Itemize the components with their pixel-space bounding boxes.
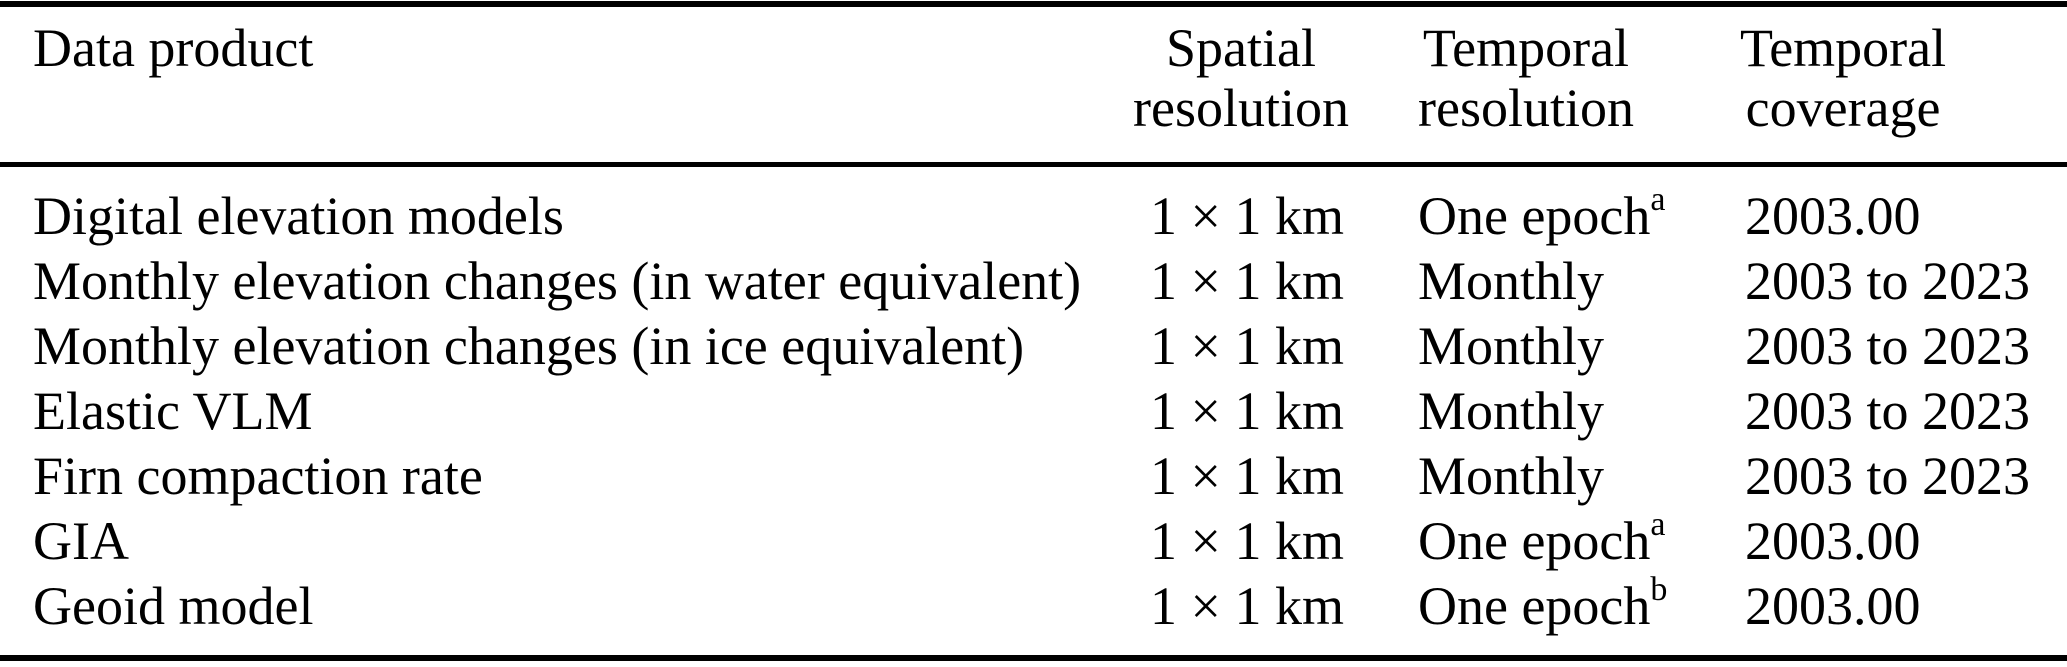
table-row: [0, 181, 2067, 249]
cell-temporal-resolution: [1418, 506, 1666, 574]
temporal-resolution-text: One epoch: [1418, 576, 1651, 636]
cell-data-product: Geoid model: [33, 576, 314, 636]
table-row: [0, 249, 2067, 314]
table-row: [0, 506, 2067, 574]
cell-spatial-resolution: 1 × 1 km: [1150, 511, 1344, 571]
footnote-marker: a: [1650, 181, 1666, 218]
table-row: [0, 379, 2067, 444]
cell-data-product: Elastic VLM: [33, 381, 313, 441]
header-temporal-resolution-line2: resolution: [1418, 78, 1634, 138]
table-row: [0, 444, 2067, 509]
cell-temporal-resolution: [1418, 444, 1604, 509]
temporal-resolution-text: Monthly: [1418, 446, 1605, 506]
header-temporal-resolution: [1418, 18, 1634, 138]
table-mid-rule: [0, 162, 2067, 167]
table-row: [0, 571, 2067, 639]
cell-temporal-coverage: 2003 to 2023: [1745, 446, 2031, 506]
cell-temporal-resolution: [1418, 379, 1604, 444]
header-temporal-coverage: [1740, 18, 1946, 138]
header-spatial-resolution-line1: Spatial: [1166, 18, 1316, 78]
header-spatial-resolution-line2: resolution: [1133, 78, 1349, 138]
cell-spatial-resolution: 1 × 1 km: [1150, 316, 1344, 376]
cell-spatial-resolution: 1 × 1 km: [1150, 446, 1344, 506]
header-temporal-coverage-line2: coverage: [1745, 78, 1941, 138]
cell-temporal-coverage: 2003 to 2023: [1745, 316, 2031, 376]
cell-temporal-coverage: 2003 to 2023: [1745, 251, 2031, 311]
cell-data-product: Monthly elevation changes (in water equivalent): [33, 251, 1082, 311]
cell-spatial-resolution: 1 × 1 km: [1150, 186, 1344, 246]
table-header-row: [0, 18, 2067, 158]
table-bottom-rule: [0, 655, 2067, 661]
cell-data-product: Monthly elevation changes (in ice equivalent): [33, 316, 1025, 376]
table-top-rule: [0, 1, 2067, 7]
header-temporal-coverage-line1: Temporal: [1740, 18, 1947, 78]
temporal-resolution-text: Monthly: [1418, 381, 1605, 441]
cell-temporal-resolution: [1418, 181, 1666, 249]
header-spatial-resolution: [1133, 18, 1349, 138]
cell-temporal-coverage: 2003.00: [1745, 511, 1921, 571]
cell-data-product: Digital elevation models: [33, 186, 564, 246]
header-data-product: Data product: [33, 18, 314, 78]
cell-spatial-resolution: 1 × 1 km: [1150, 251, 1344, 311]
cell-temporal-resolution: [1418, 314, 1604, 379]
footnote-marker: b: [1650, 571, 1668, 608]
temporal-resolution-text: One epoch: [1418, 511, 1651, 571]
cell-data-product: Firn compaction rate: [33, 446, 483, 506]
cell-data-product: GIA: [33, 511, 129, 571]
cell-spatial-resolution: 1 × 1 km: [1150, 576, 1344, 636]
temporal-resolution-text: Monthly: [1418, 316, 1605, 376]
footnote-marker: a: [1650, 506, 1666, 543]
temporal-resolution-text: One epoch: [1418, 186, 1651, 246]
cell-spatial-resolution: 1 × 1 km: [1150, 381, 1344, 441]
header-temporal-resolution-line1: Temporal: [1422, 18, 1630, 78]
cell-temporal-resolution: [1418, 571, 1668, 639]
cell-temporal-coverage: 2003.00: [1745, 576, 1921, 636]
cell-temporal-resolution: [1418, 249, 1604, 314]
cell-temporal-coverage: 2003 to 2023: [1745, 381, 2031, 441]
cell-temporal-coverage: 2003.00: [1745, 186, 1921, 246]
temporal-resolution-text: Monthly: [1418, 251, 1605, 311]
table-row: [0, 314, 2067, 379]
